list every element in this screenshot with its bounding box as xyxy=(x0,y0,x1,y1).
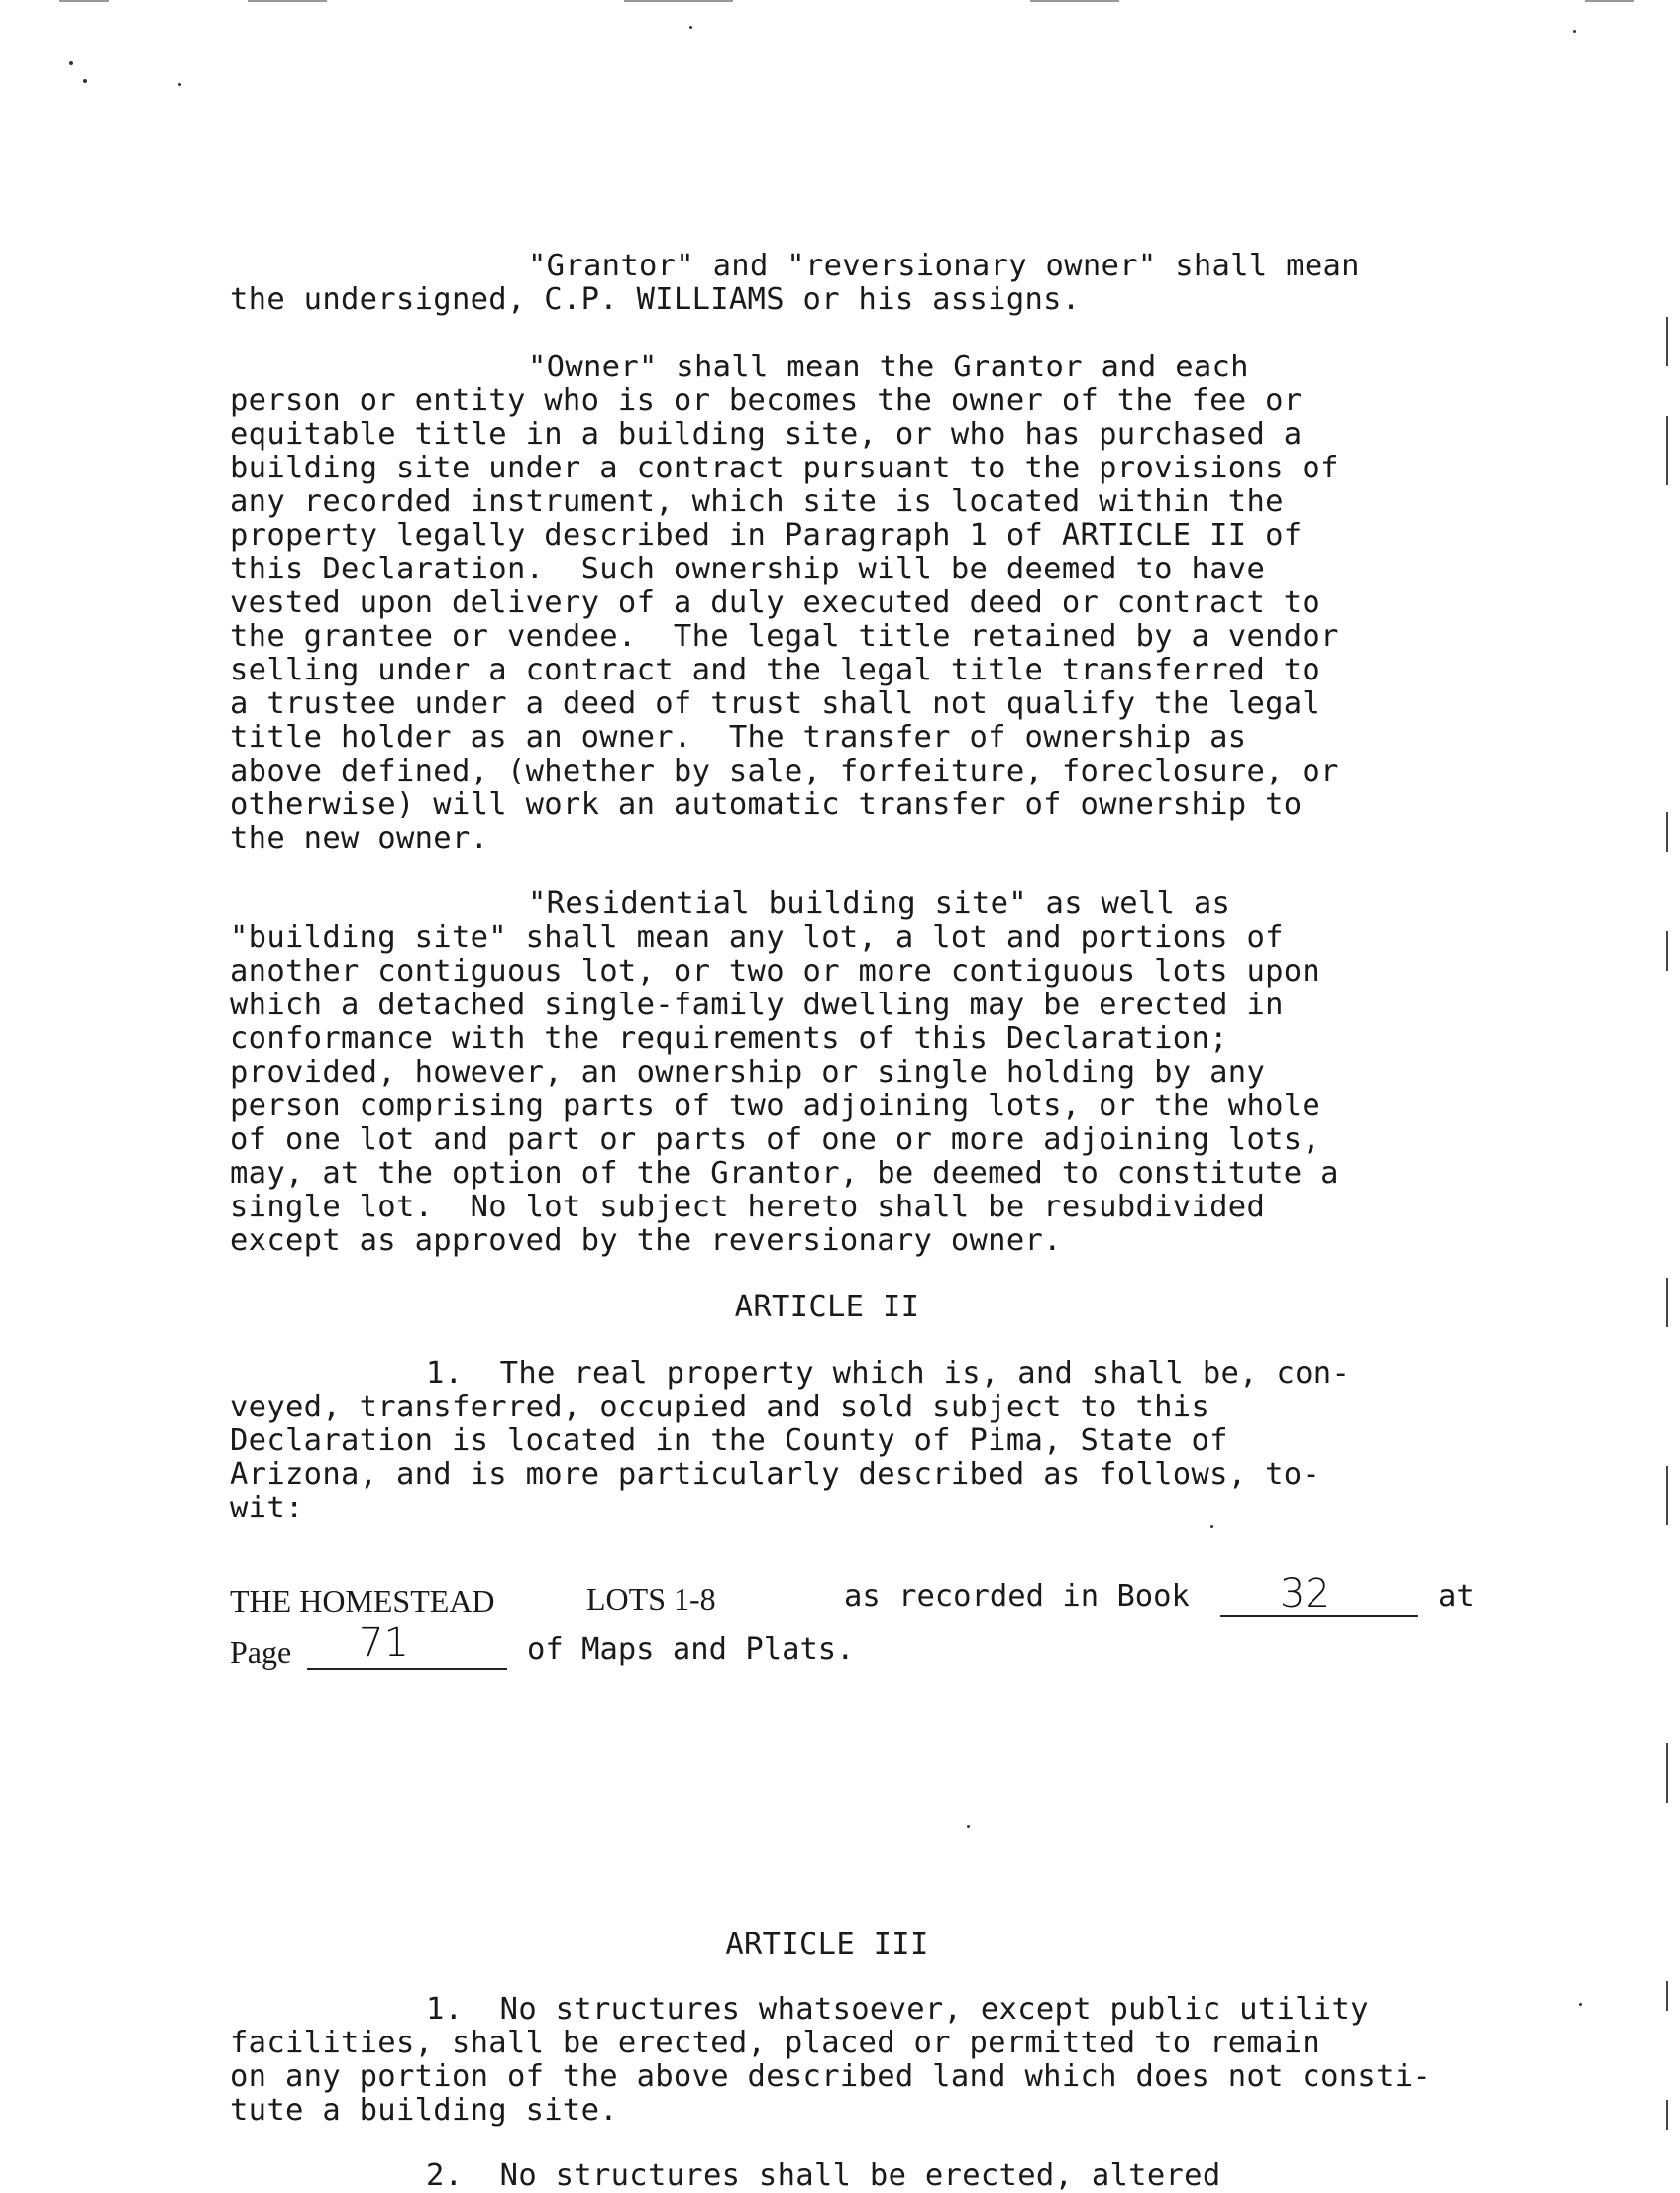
text-line: person or entity who is or becomes the owner of the fee or xyxy=(230,383,1303,418)
text-line: veyed, transferred, occupied and sold subject to this xyxy=(230,1390,1210,1424)
scan-edge-mark xyxy=(1666,931,1668,971)
text-line: Declaration is located in the County of Pima, State of xyxy=(230,1423,1228,1458)
text-line: person comprising parts of two adjoining lots, or the whole xyxy=(230,1089,1321,1123)
subdivision-name: THE HOMESTEAD xyxy=(230,1583,495,1619)
scan-speck xyxy=(689,26,692,29)
scan-edge-mark xyxy=(1666,1981,1668,2011)
text-line: this Declaration. Such ownership will be deemed to have xyxy=(230,552,1266,586)
book-number-handwritten: 32 xyxy=(1280,1571,1330,1617)
scan-mark xyxy=(624,0,733,2)
text-line: another contiguous lot, or two or more contiguous lots upon xyxy=(230,954,1321,989)
recorded-text: as recorded in Book xyxy=(844,1579,1190,1614)
scan-speck xyxy=(178,83,181,86)
scan-speck xyxy=(1573,30,1576,33)
scan-speck xyxy=(967,1825,970,1828)
text-line: tute a building site. xyxy=(230,2093,618,2128)
text-line: title holder as an owner. The transfer of ownership as xyxy=(230,720,1247,755)
scan-edge-mark xyxy=(1666,812,1668,852)
text-line: above defined, (whether by sale, forfeiture, foreclosure, or xyxy=(230,754,1339,788)
text-line-partial: 2. No structures shall be erected, altered xyxy=(426,2158,1221,2193)
scan-speck xyxy=(69,61,73,65)
text-line: conformance with the requirements of this Declaration; xyxy=(230,1021,1228,1056)
text-line: any recorded instrument, which site is located within the xyxy=(230,484,1284,519)
text-line: vested upon delivery of a duly executed deed or contract to xyxy=(230,585,1321,620)
page-number-handwritten: 71 xyxy=(359,1620,409,1666)
text-line: "Residential building site" as well as xyxy=(528,887,1231,921)
scan-mark xyxy=(59,0,109,2)
text-line: "Grantor" and "reversionary owner" shall mean xyxy=(528,249,1360,283)
scan-speck xyxy=(83,79,87,83)
article-heading: ARTICLE III xyxy=(725,1928,929,1962)
at-text: at xyxy=(1438,1579,1475,1614)
scan-edge-mark xyxy=(1666,1278,1668,1327)
scan-speck xyxy=(1210,1525,1213,1528)
text-line: the grantee or vendee. The legal title retained by a vendor xyxy=(230,619,1339,654)
text-line: 1. The real property which is, and shall be, con- xyxy=(426,1356,1351,1391)
scan-edge-mark xyxy=(1666,317,1668,366)
page-blank-line xyxy=(307,1668,507,1670)
text-line: provided, however, an ownership or single holding by any xyxy=(230,1055,1266,1090)
text-line: except as approved by the reversionary owner. xyxy=(230,1223,1062,1258)
text-line: facilities, shall be erected, placed or permitted to remain xyxy=(230,2026,1321,2060)
text-line: the new owner. xyxy=(230,821,489,856)
text-line: the undersigned, C.P. WILLIAMS or his assigns. xyxy=(230,282,1081,317)
scan-mark xyxy=(1030,0,1119,2)
text-line: on any portion of the above described land which does not consti- xyxy=(230,2059,1432,2094)
text-line: Arizona, and is more particularly described as follows, to- xyxy=(230,1457,1321,1492)
scan-edge-mark xyxy=(1666,1743,1668,1803)
article-heading: ARTICLE II xyxy=(734,1290,920,1324)
text-line: equitable title in a building site, or who has purchased a xyxy=(230,417,1303,452)
text-line: "building site" shall mean any lot, a lot and portions of xyxy=(230,920,1284,955)
scan-mark xyxy=(1585,0,1634,2)
text-line: selling under a contract and the legal title transferred to xyxy=(230,653,1321,687)
text-line: of one lot and part or parts of one or more adjoining lots, xyxy=(230,1122,1321,1157)
text-line: a trustee under a deed of trust shall not qualify the legal xyxy=(230,686,1321,721)
scan-edge-mark xyxy=(1666,416,1668,485)
scan-speck xyxy=(1579,2003,1582,2006)
lots-range: LOTS 1-8 xyxy=(586,1581,716,1617)
text-line: "Owner" shall mean the Grantor and each xyxy=(528,350,1249,384)
text-line: 1. No structures whatsoever, except public utility xyxy=(426,1992,1369,2027)
page-label: Page xyxy=(230,1634,292,1670)
text-line: which a detached single-family dwelling may be erected in xyxy=(230,988,1284,1022)
text-line: otherwise) will work an automatic transfer of ownership to xyxy=(230,787,1303,822)
text-line: building site under a contract pursuant to the provisions of xyxy=(230,451,1339,485)
scan-mark xyxy=(248,0,327,2)
maps-text: of Maps and Plats. xyxy=(527,1632,855,1667)
text-line: wit: xyxy=(230,1491,304,1525)
scan-edge-mark xyxy=(1666,2100,1668,2130)
text-line: property legally described in Paragraph 1 of ARTICLE II of xyxy=(230,518,1303,553)
text-line: may, at the option of the Grantor, be deemed to constitute a xyxy=(230,1156,1339,1191)
text-line: single lot. No lot subject hereto shall be resubdivided xyxy=(230,1190,1266,1224)
scan-edge-mark xyxy=(1666,1466,1668,1525)
